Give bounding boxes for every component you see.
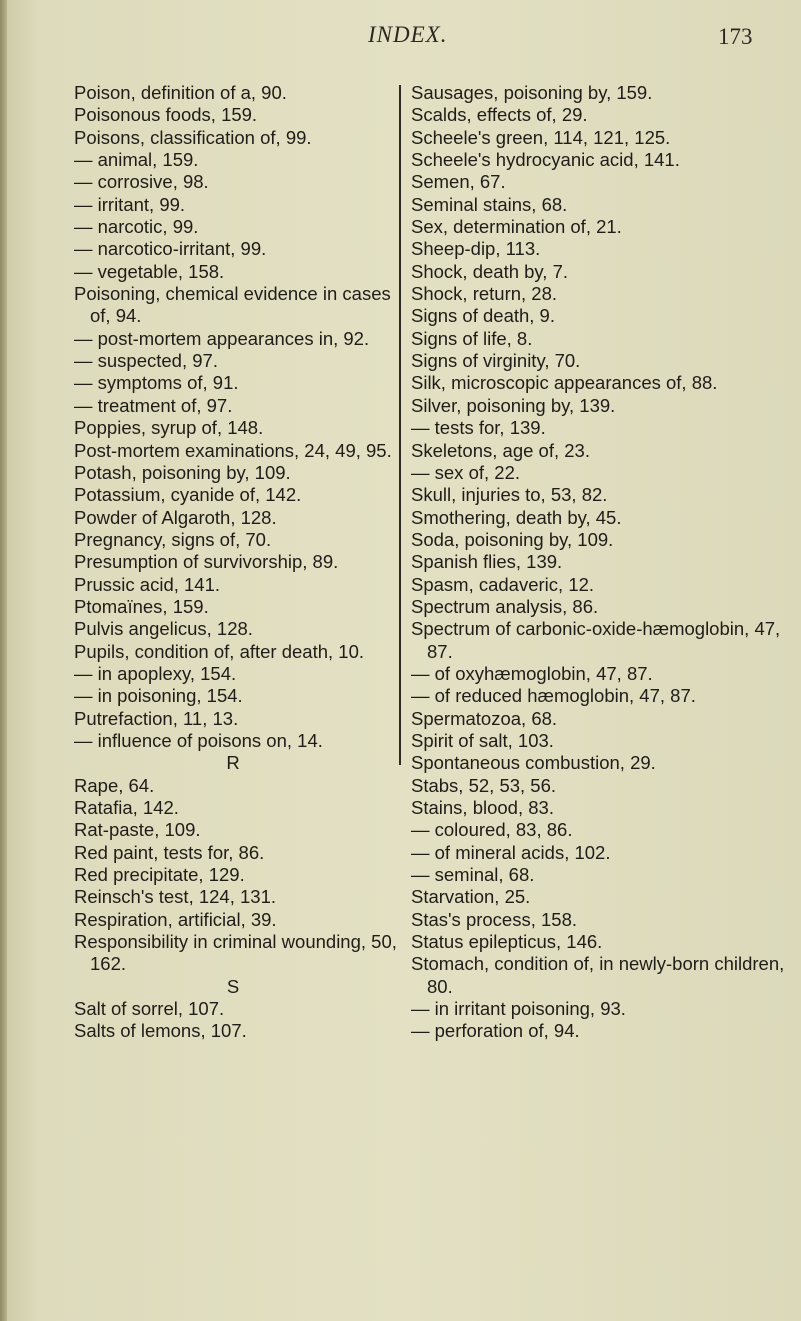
index-entry: Poisons, classification of, 99. bbox=[74, 126, 312, 148]
index-entry: Pulvis angelicus, 128. bbox=[74, 618, 253, 640]
index-entry: — corrosive, 98. bbox=[74, 171, 209, 193]
index-entry: Respiration, artificial, 39. bbox=[74, 908, 277, 930]
index-entry: Potassium, cyanide of, 142. bbox=[74, 484, 302, 506]
index-entry: Ptomaïnes, 159. bbox=[74, 595, 209, 617]
index-entry: Ratafia, 142. bbox=[74, 797, 179, 818]
index-entry: — in poisoning, 154. bbox=[74, 685, 243, 707]
index-entry: — in irritant poisoning, 93. bbox=[411, 998, 626, 1020]
index-entry: — sex of, 22. bbox=[411, 461, 520, 483]
index-entry: Seminal stains, 68. bbox=[411, 193, 568, 215]
index-entry: Spermatozoa, 68. bbox=[411, 707, 558, 729]
index-entry: Smothering, death by, 45. bbox=[411, 506, 622, 528]
index-entry: Skull, injuries to, 53, 82. bbox=[411, 484, 608, 506]
index-entry: Poisonous foods, 159. bbox=[74, 104, 258, 126]
index-entry: Potash, poisoning by, 109. bbox=[74, 461, 291, 483]
index-entry: Sausages, poisoning by, 159. bbox=[411, 82, 653, 103]
section-letter: R bbox=[226, 752, 240, 774]
index-entry: Poppies, syrup of, 148. bbox=[74, 417, 264, 439]
index-entry: — tests for, 139. bbox=[411, 417, 546, 439]
index-entry: Spontaneous combustion, 29. bbox=[411, 752, 656, 774]
index-entry: Rape, 64. bbox=[74, 774, 155, 796]
index-entry: Powder of Algaroth, 128. bbox=[74, 506, 277, 528]
index-entry: Reinsch's test, 124, 131. bbox=[74, 886, 277, 908]
index-entry: Sheep-dip, 113. bbox=[411, 238, 541, 260]
index-entry: Putrefaction, 11, 13. bbox=[74, 707, 239, 729]
index-entry: — narcotic, 99. bbox=[74, 216, 199, 238]
index-entry: Post-mortem examinations, 24, 49, 95. bbox=[74, 439, 392, 461]
index-entry: Soda, poisoning by, 109. bbox=[411, 528, 614, 550]
index-entry: Prussic acid, 141. bbox=[74, 573, 221, 595]
index-entry: — in apoplexy, 154. bbox=[74, 662, 237, 684]
index-entry: Rat-paste, 109. bbox=[74, 819, 201, 841]
index-entry: Scalds, effects of, 29. bbox=[411, 104, 588, 126]
page-header bbox=[0, 22, 801, 62]
index-entry: — of reduced hæmoglobin, 47, 87. bbox=[411, 685, 696, 707]
index-entry: Red precipitate, 129. bbox=[74, 864, 245, 886]
index-entry: Salt of sorrel, 107. bbox=[74, 998, 225, 1020]
index-entry: Spasm, cadaveric, 12. bbox=[411, 573, 595, 595]
index-column-right bbox=[411, 82, 801, 1043]
index-entry: Presumption of survivorship, 89. bbox=[74, 551, 339, 573]
index-entry: Pregnancy, signs of, 70. bbox=[74, 528, 272, 550]
running-title: INDEX. bbox=[368, 22, 448, 47]
index-column-left bbox=[74, 82, 400, 1043]
index-entry: Skeletons, age of, 23. bbox=[411, 439, 590, 461]
section-letter: S bbox=[226, 975, 240, 997]
index-entry: — post-mortem appearances in, 92. bbox=[74, 327, 370, 349]
index-entry: Salts of lemons, 107. bbox=[74, 1020, 247, 1042]
index-entry: Stomach, condition of, in newly-born children, 80. bbox=[411, 953, 785, 997]
index-entry: Signs of virginity, 70. bbox=[411, 350, 581, 372]
page-binding-edge bbox=[0, 0, 7, 1321]
index-entry: Signs of death, 9. bbox=[411, 305, 555, 327]
index-entry: — of mineral acids, 102. bbox=[411, 841, 611, 863]
index-entry: — suspected, 97. bbox=[74, 350, 218, 372]
index-entry: Poisoning, chemical evidence in cases of, 94. bbox=[74, 283, 391, 327]
index-entry: — irritant, 99. bbox=[74, 193, 186, 215]
page-number: 173 bbox=[718, 24, 753, 49]
index-entry: Stas's process, 158. bbox=[411, 908, 578, 930]
index-entry: Spectrum of carbonic-oxide-hæmoglobin, 47, 87. bbox=[411, 618, 781, 662]
index-entry: Scheele's green, 114, 121, 125. bbox=[411, 126, 671, 148]
index-entry: Starvation, 25. bbox=[411, 886, 531, 908]
index-entry: — narcotico-irritant, 99. bbox=[74, 238, 267, 260]
index-entry: — vegetable, 158. bbox=[74, 260, 225, 282]
index-entry: — coloured, 83, 86. bbox=[411, 819, 573, 841]
column-divider bbox=[399, 85, 401, 765]
index-entry: — treatment of, 97. bbox=[74, 394, 233, 416]
index-entry: Stains, blood, 83. bbox=[411, 797, 554, 818]
index-entry: Poison, definition of a, 90. bbox=[74, 82, 287, 103]
index-entry: Sex, determination of, 21. bbox=[411, 216, 622, 238]
index-entry: Semen, 67. bbox=[411, 171, 506, 193]
index-entry: Spirit of salt, 103. bbox=[411, 729, 554, 751]
index-entry: — influence of poisons on, 14. bbox=[74, 729, 323, 751]
index-entry: — animal, 159. bbox=[74, 149, 199, 171]
index-entry: Status epilepticus, 146. bbox=[411, 931, 603, 953]
index-entry: Signs of life, 8. bbox=[411, 327, 533, 349]
index-entry: Red paint, tests for, 86. bbox=[74, 841, 265, 863]
index-entry: — symptoms of, 91. bbox=[74, 372, 239, 394]
index-entry: Shock, return, 28. bbox=[411, 283, 558, 305]
index-entry: Spanish flies, 139. bbox=[411, 551, 563, 573]
index-entry: — seminal, 68. bbox=[411, 864, 535, 886]
index-entry: Silk, microscopic appearances of, 88. bbox=[411, 372, 718, 394]
index-entry: Spectrum analysis, 86. bbox=[411, 595, 599, 617]
index-entry: Stabs, 52, 53, 56. bbox=[411, 774, 557, 796]
index-entry: — of oxyhæmoglobin, 47, 87. bbox=[411, 662, 653, 684]
index-entry: — perforation of, 94. bbox=[411, 1020, 580, 1042]
index-entry: Scheele's hydrocyanic acid, 141. bbox=[411, 149, 680, 171]
index-entry: Responsibility in criminal wounding, 50, 162. bbox=[74, 931, 397, 975]
index-entry: Silver, poisoning by, 139. bbox=[411, 394, 616, 416]
index-entry: Pupils, condition of, after death, 10. bbox=[74, 640, 365, 662]
index-entry: Shock, death by, 7. bbox=[411, 260, 569, 282]
